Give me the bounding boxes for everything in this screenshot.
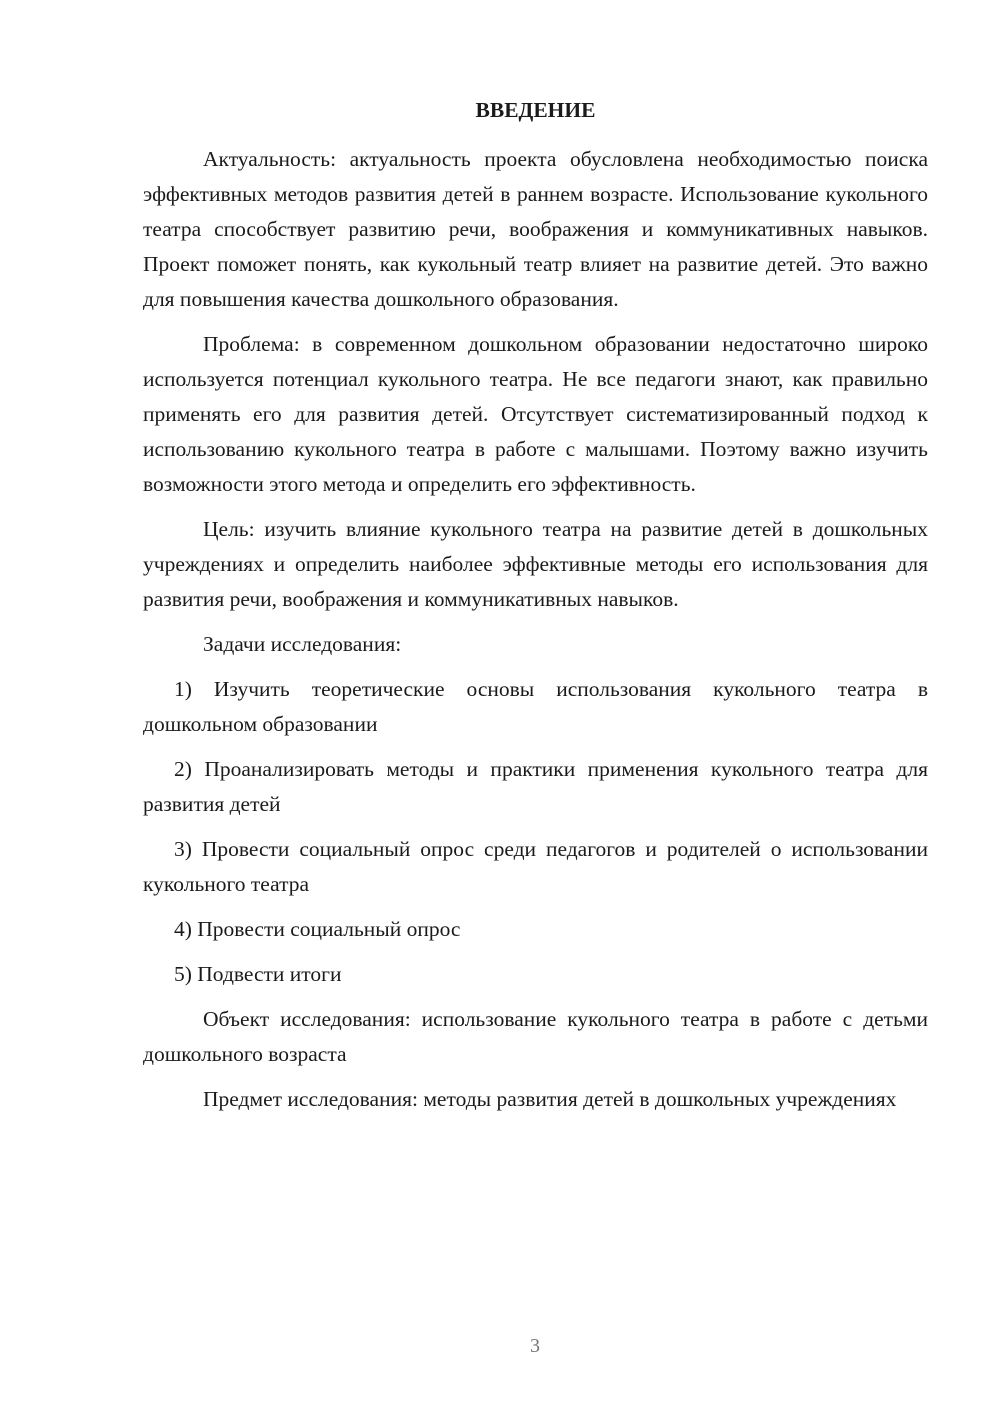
tasks-heading: Задачи исследования: — [203, 632, 402, 656]
subject-paragraph: Предмет исследования: методы развития детей в дошкольных учреждениях — [203, 1087, 897, 1111]
task-item-2: 2) Проанализировать методы и практики применения кукольного театра для развития детей — [143, 757, 928, 816]
relevance-paragraph: Актуальность: актуальность проекта обусловлена необходимостью поиска эффективных методов развития детей в раннем возрасте. Использование кукольного театра способствует развитию речи, воображения и коммуникативных навыков. Проект поможет понять, как кукольный театр влияет на развитие детей. Это важно для повышения качества дошкольного образования. — [143, 147, 928, 311]
task-item-5: 5) Подвести итоги — [174, 962, 342, 986]
task-item-4: 4) Провести социальный опрос — [174, 917, 461, 941]
page-number: 3 — [530, 1335, 540, 1357]
goal-paragraph: Цель: изучить влияние кукольного театра на развитие детей в дошкольных учреждениях и определить наиболее эффективные методы его использования для развития речи, воображения и коммуникативных навыков. — [143, 517, 928, 611]
section-title: ВВЕДЕНИЕ — [475, 98, 596, 122]
problem-paragraph: Проблема: в современном дошкольном образовании недостаточно широко используется потенциал кукольного театра. Не все педагоги знают, как правильно применять его для развития детей. Отсутствует систематизированный подход к использованию кукольного театра в работе с малышами. Поэтому важно изучить возможности этого метода и определить его эффективность. — [143, 332, 928, 496]
task-item-1: 1) Изучить теоретические основы использования кукольного театра в дошкольном образовании — [143, 677, 928, 736]
object-paragraph: Объект исследования: использование кукольного театра в работе с детьми дошкольного возраста — [143, 1007, 928, 1066]
document-page — [143, 93, 928, 1127]
task-item-3: 3) Провести социальный опрос среди педагогов и родителей о использовании кукольного театра — [143, 837, 928, 896]
